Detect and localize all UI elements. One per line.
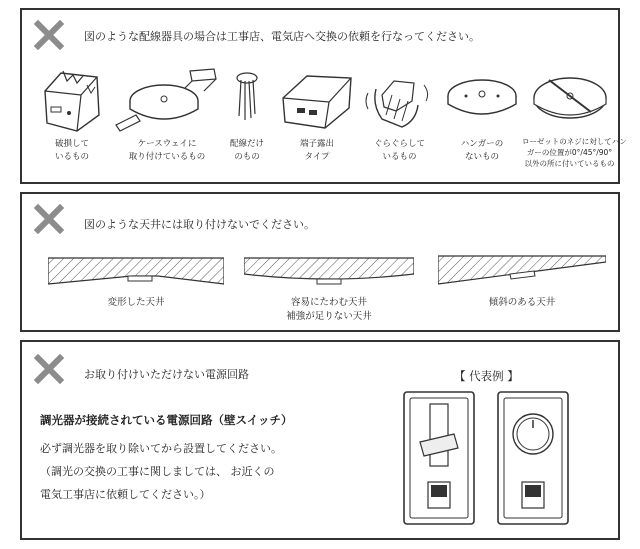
- slider-dimmer-switch-icon: [402, 390, 478, 528]
- loose-hand-icon: [362, 65, 437, 137]
- rosette-angle-icon: [527, 68, 613, 132]
- rotary-dimmer-switch-icon: [496, 390, 572, 528]
- caption-bare-wires: 配線だけ のもの: [229, 139, 264, 162]
- section3-heading: お取り付けいただけない電源回路: [84, 368, 249, 381]
- bare-wires-icon: [227, 68, 267, 134]
- x-mark-icon: [34, 204, 64, 234]
- exposed-terminal-icon: [277, 68, 357, 134]
- caption-rosette-angle: ローゼットのネジに対してハン ガーの位置が0°/45°/90° 以外の所に付いているもの: [522, 137, 627, 168]
- section-ceilings: [20, 192, 620, 332]
- example-label: 【 代表例 】: [454, 369, 519, 383]
- body-line-3: 電気工事店に依頼してください。）: [40, 488, 211, 501]
- case-way-icon: [112, 65, 222, 137]
- caption-sloped-ceiling: 傾斜のある天井: [488, 297, 556, 308]
- body-line-2: （調光の交換の工事に関しましては、 お近くの: [40, 465, 275, 478]
- section2-heading: 図のような天井には取り付けないでください。: [84, 218, 315, 231]
- caption-exposed-terminal: 端子露出 タイプ: [299, 139, 334, 162]
- caption-damaged: 破損して いるもの: [54, 139, 89, 162]
- x-mark-icon: [34, 20, 64, 50]
- deformed-ceiling-icon: [48, 254, 224, 288]
- caption-no-hanger: ハンガーの ないもの: [460, 139, 504, 162]
- section1-heading: 図のような配線器具の場合は工事店、電気店へ交換の依頼を行なってください。: [84, 30, 480, 43]
- x-mark-icon: [34, 354, 64, 384]
- damaged-box-icon: [37, 65, 107, 137]
- caption-loose: ぐらぐらして いるもの: [373, 139, 425, 162]
- caption-deformed-ceiling: 変形した天井: [107, 297, 165, 308]
- sagging-ceiling-icon: [244, 254, 414, 288]
- body-line-1: 必ず調光器を取り除いてから設置してください。: [40, 442, 282, 455]
- sloped-ceiling-icon: [438, 252, 606, 288]
- caption-case-way: ケースウェイに 取り付けているもの: [128, 139, 206, 162]
- section-power-circuits: [20, 340, 620, 540]
- dimmer-warning-title: 調光器が接続されている電源回路（壁スイッチ）: [40, 413, 293, 427]
- section-wiring-devices: [20, 8, 627, 184]
- no-hanger-icon: [442, 72, 522, 128]
- caption-sagging-ceiling: 容易にたわむ天井 補強が足りない天井: [286, 297, 372, 322]
